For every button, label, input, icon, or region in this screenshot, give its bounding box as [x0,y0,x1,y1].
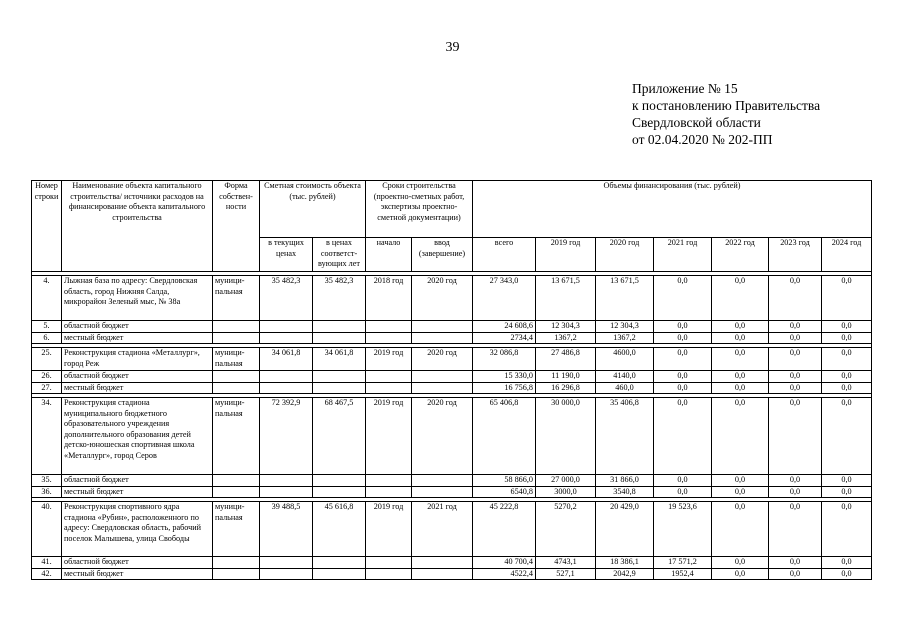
value-2019: 16 296,8 [536,382,596,394]
value-2024: 0,0 [822,398,872,475]
value-2023: 0,0 [769,332,822,344]
source-name: областной бюджет [62,321,213,333]
header-name: Наименование объекта капитального строительства/ источники расходов на финансирование объекта капитального строительства [62,181,213,272]
value-2020: 13 671,5 [596,276,654,321]
header-estimated-cost: Сметная стоимость объекта (тыс. рублей) [260,181,366,238]
header-commissioning: ввод (завершение) [412,238,473,272]
table-row [32,557,872,569]
value-2019: 11 190,0 [536,371,596,383]
start-year: 2018 год [366,276,412,321]
start-year: 2019 год [366,348,412,371]
value-2024: 0,0 [822,382,872,394]
value-2020: 18 386,1 [596,557,654,569]
value-2024: 0,0 [822,557,872,569]
total-value: 40 700,4 [473,557,536,569]
value-2023: 0,0 [769,557,822,569]
start-year: 2019 год [366,398,412,475]
row-number: 25. [32,348,62,371]
source-name: местный бюджет [62,332,213,344]
total-value: 32 086,8 [473,348,536,371]
object-name: Реконструкция стадиона муниципального бюджетного образовательного учреждения дополнительного образования детей детско-юношеская спортивная школа «Металлург», город Серов [62,398,213,475]
table-row [32,332,872,344]
row-number: 27. [32,382,62,394]
value-2021: 0,0 [654,276,712,321]
value-2022: 0,0 [712,557,769,569]
cost-current: 34 061,8 [260,348,313,371]
end-year: 2021 год [412,502,473,557]
value-2020: 3540,8 [596,486,654,498]
total-value: 58 866,0 [473,475,536,487]
value-2020: 20 429,0 [596,502,654,557]
total-value: 4522,4 [473,568,536,580]
value-2024: 0,0 [822,321,872,333]
ownership-form: муници-пальная [213,398,260,475]
appendix-line-4: от 02.04.2020 № 202-ПП [632,132,773,147]
cost-years: 45 616,8 [313,502,366,557]
source-name: местный бюджет [62,486,213,498]
header-start: начало [366,238,412,272]
value-2019: 27 000,0 [536,475,596,487]
value-2021: 0,0 [654,382,712,394]
row-number: 36. [32,486,62,498]
total-value: 15 330,0 [473,371,536,383]
header-terms: Сроки строительства (проектно-сметных работ, экспертизы проектно-сметной документации) [366,181,473,238]
ownership-form: муници-пальная [213,276,260,321]
value-2019: 5270,2 [536,502,596,557]
value-2022: 0,0 [712,568,769,580]
value-2022: 0,0 [712,475,769,487]
row-number: 34. [32,398,62,475]
appendix-line-2: к постановлению Правительства [632,98,821,113]
start-year: 2019 год [366,502,412,557]
table-row [32,398,872,475]
header-row-no: Номер строки [32,181,62,272]
table-row [32,568,872,580]
value-2019: 1367,2 [536,332,596,344]
value-2020: 4140,0 [596,371,654,383]
total-value: 24 608,6 [473,321,536,333]
value-2023: 0,0 [769,348,822,371]
value-2023: 0,0 [769,486,822,498]
cost-years: 68 467,5 [313,398,366,475]
row-number: 4. [32,276,62,321]
value-2020: 35 406,8 [596,398,654,475]
value-2021: 0,0 [654,348,712,371]
header-year-2020: 2020 год [596,238,654,272]
value-2023: 0,0 [769,568,822,580]
value-2019: 30 000,0 [536,398,596,475]
value-2021: 17 571,2 [654,557,712,569]
header-ownership: Форма собствен-ности [213,181,260,272]
row-number: 42. [32,568,62,580]
value-2024: 0,0 [822,486,872,498]
value-2022: 0,0 [712,382,769,394]
value-2024: 0,0 [822,475,872,487]
value-2021: 0,0 [654,398,712,475]
header-cost-corresponding: в ценах соответст-вующих лет [313,238,366,272]
value-2021: 0,0 [654,332,712,344]
value-2019: 12 304,3 [536,321,596,333]
source-name: областной бюджет [62,475,213,487]
value-2024: 0,0 [822,348,872,371]
header-total: всего [473,238,536,272]
page-number: 39 [445,40,460,55]
value-2021: 19 523,6 [654,502,712,557]
table-row [32,321,872,333]
ownership-form: муници-пальная [213,502,260,557]
value-2019: 527,1 [536,568,596,580]
appendix-line-1: Приложение № 15 [632,81,738,96]
value-2019: 4743,1 [536,557,596,569]
value-2023: 0,0 [769,382,822,394]
value-2024: 0,0 [822,502,872,557]
table-row [32,382,872,394]
row-number: 26. [32,371,62,383]
value-2020: 460,0 [596,382,654,394]
value-2020: 2042,9 [596,568,654,580]
value-2023: 0,0 [769,371,822,383]
value-2022: 0,0 [712,276,769,321]
appendix-line-3: Свердловской области [632,115,761,130]
end-year: 2020 год [412,348,473,371]
value-2020: 4600,0 [596,348,654,371]
total-value: 2734,4 [473,332,536,344]
value-2024: 0,0 [822,371,872,383]
table-row [32,502,872,557]
value-2023: 0,0 [769,502,822,557]
ownership-form: муници-пальная [213,348,260,371]
row-number: 41. [32,557,62,569]
source-name: областной бюджет [62,371,213,383]
value-2021: 1952,4 [654,568,712,580]
value-2022: 0,0 [712,486,769,498]
source-name: местный бюджет [62,382,213,394]
total-value: 16 756,8 [473,382,536,394]
row-number: 5. [32,321,62,333]
value-2022: 0,0 [712,332,769,344]
value-2019: 13 671,5 [536,276,596,321]
value-2019: 3000,0 [536,486,596,498]
object-name: Реконструкция стадиона «Металлург», город Реж [62,348,213,371]
total-value: 27 343,0 [473,276,536,321]
header-year-2023: 2023 год [769,238,822,272]
appendix-block [632,80,820,148]
end-year: 2020 год [412,276,473,321]
row-number: 35. [32,475,62,487]
cost-years: 34 061,8 [313,348,366,371]
value-2020: 12 304,3 [596,321,654,333]
source-name: областной бюджет [62,557,213,569]
cost-years: 35 482,3 [313,276,366,321]
total-value: 45 222,8 [473,502,536,557]
value-2024: 0,0 [822,276,872,321]
header-funding: Объемы финансирования (тыс. рублей) [473,181,872,238]
total-value: 65 406,8 [473,398,536,475]
table-row [32,348,872,371]
value-2023: 0,0 [769,398,822,475]
object-name: Реконструкция спортивного ядра стадиона «Рубин», расположенного по адресу: Свердловская область, рабочий поселок Малышева, улица Свободы [62,502,213,557]
cost-current: 72 392,9 [260,398,313,475]
header-year-2021: 2021 год [654,238,712,272]
value-2023: 0,0 [769,475,822,487]
value-2020: 1367,2 [596,332,654,344]
header-year-2022: 2022 год [712,238,769,272]
value-2021: 0,0 [654,321,712,333]
row-number: 6. [32,332,62,344]
total-value: 6540,8 [473,486,536,498]
value-2021: 0,0 [654,475,712,487]
table-row [32,276,872,321]
value-2022: 0,0 [712,321,769,333]
value-2021: 0,0 [654,371,712,383]
header-year-2024: 2024 год [822,238,872,272]
header-cost-current: в текущих ценах [260,238,313,272]
table-row [32,475,872,487]
end-year: 2020 год [412,398,473,475]
value-2023: 0,0 [769,321,822,333]
cost-current: 39 488,5 [260,502,313,557]
value-2022: 0,0 [712,502,769,557]
value-2019: 27 486,8 [536,348,596,371]
header-year-2019: 2019 год [536,238,596,272]
value-2020: 31 866,0 [596,475,654,487]
source-name: местный бюджет [62,568,213,580]
table-row [32,486,872,498]
row-number: 40. [32,502,62,557]
table-row [32,371,872,383]
value-2022: 0,0 [712,348,769,371]
value-2023: 0,0 [769,276,822,321]
cost-current: 35 482,3 [260,276,313,321]
funding-table [31,180,872,580]
value-2022: 0,0 [712,398,769,475]
value-2024: 0,0 [822,568,872,580]
value-2021: 0,0 [654,486,712,498]
object-name: Лыжная база по адресу: Свердловская область, город Нижняя Салда, микрорайон Зеленый мыс, № 38а [62,276,213,321]
value-2024: 0,0 [822,332,872,344]
value-2022: 0,0 [712,371,769,383]
